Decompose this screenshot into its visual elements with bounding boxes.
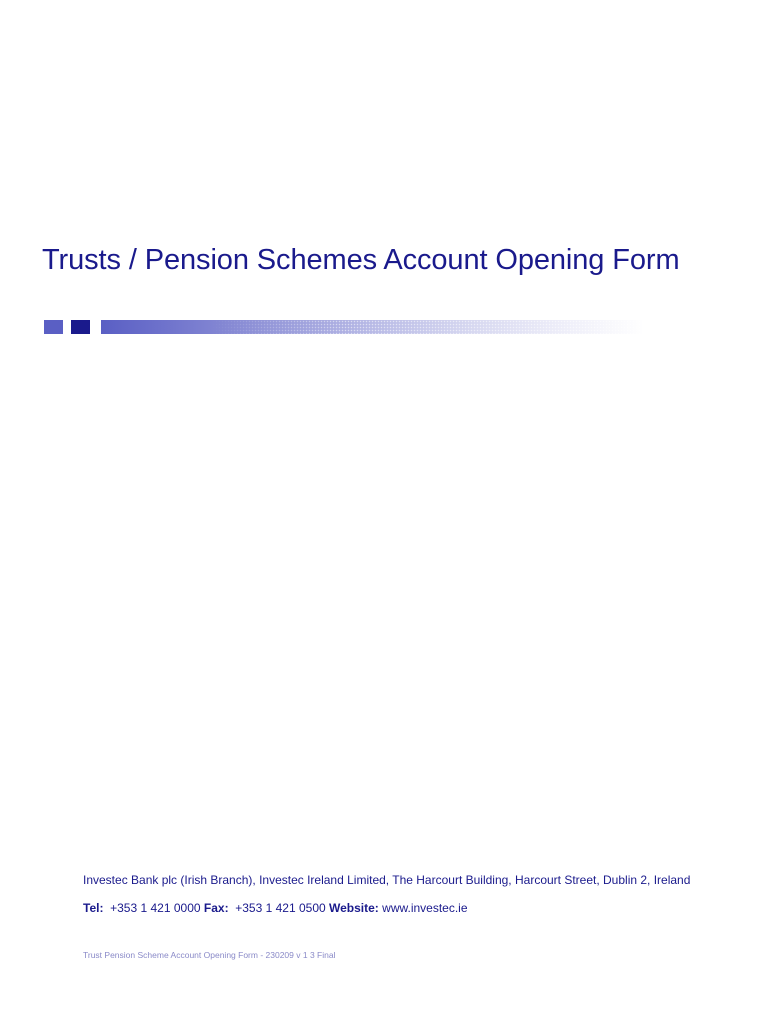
fax-label: Fax:: [203, 901, 229, 915]
document-reference: Trust Pension Scheme Account Opening Form - 230209 v 1 3 Final: [83, 950, 336, 960]
website-link[interactable]: www.investec.ie: [382, 901, 468, 915]
decorative-divider: [44, 320, 644, 334]
fax-value: +353 1 421 0500: [235, 901, 326, 915]
divider-square-dark: [71, 320, 90, 334]
tel-label: Tel:: [83, 901, 104, 915]
footer-contact-block: [83, 873, 690, 915]
contact-line: [83, 901, 690, 915]
page-title: Trusts / Pension Schemes Account Opening Form: [42, 244, 680, 276]
divider-dither-overlay: [101, 320, 644, 334]
website-label: Website:: [329, 901, 379, 915]
tel-value: +353 1 421 0000: [110, 901, 201, 915]
divider-square-light: [44, 320, 63, 334]
company-address: Investec Bank plc (Irish Branch), Investec Ireland Limited, The Harcourt Building, Harcourt Street, Dublin 2, Ireland: [83, 873, 691, 887]
